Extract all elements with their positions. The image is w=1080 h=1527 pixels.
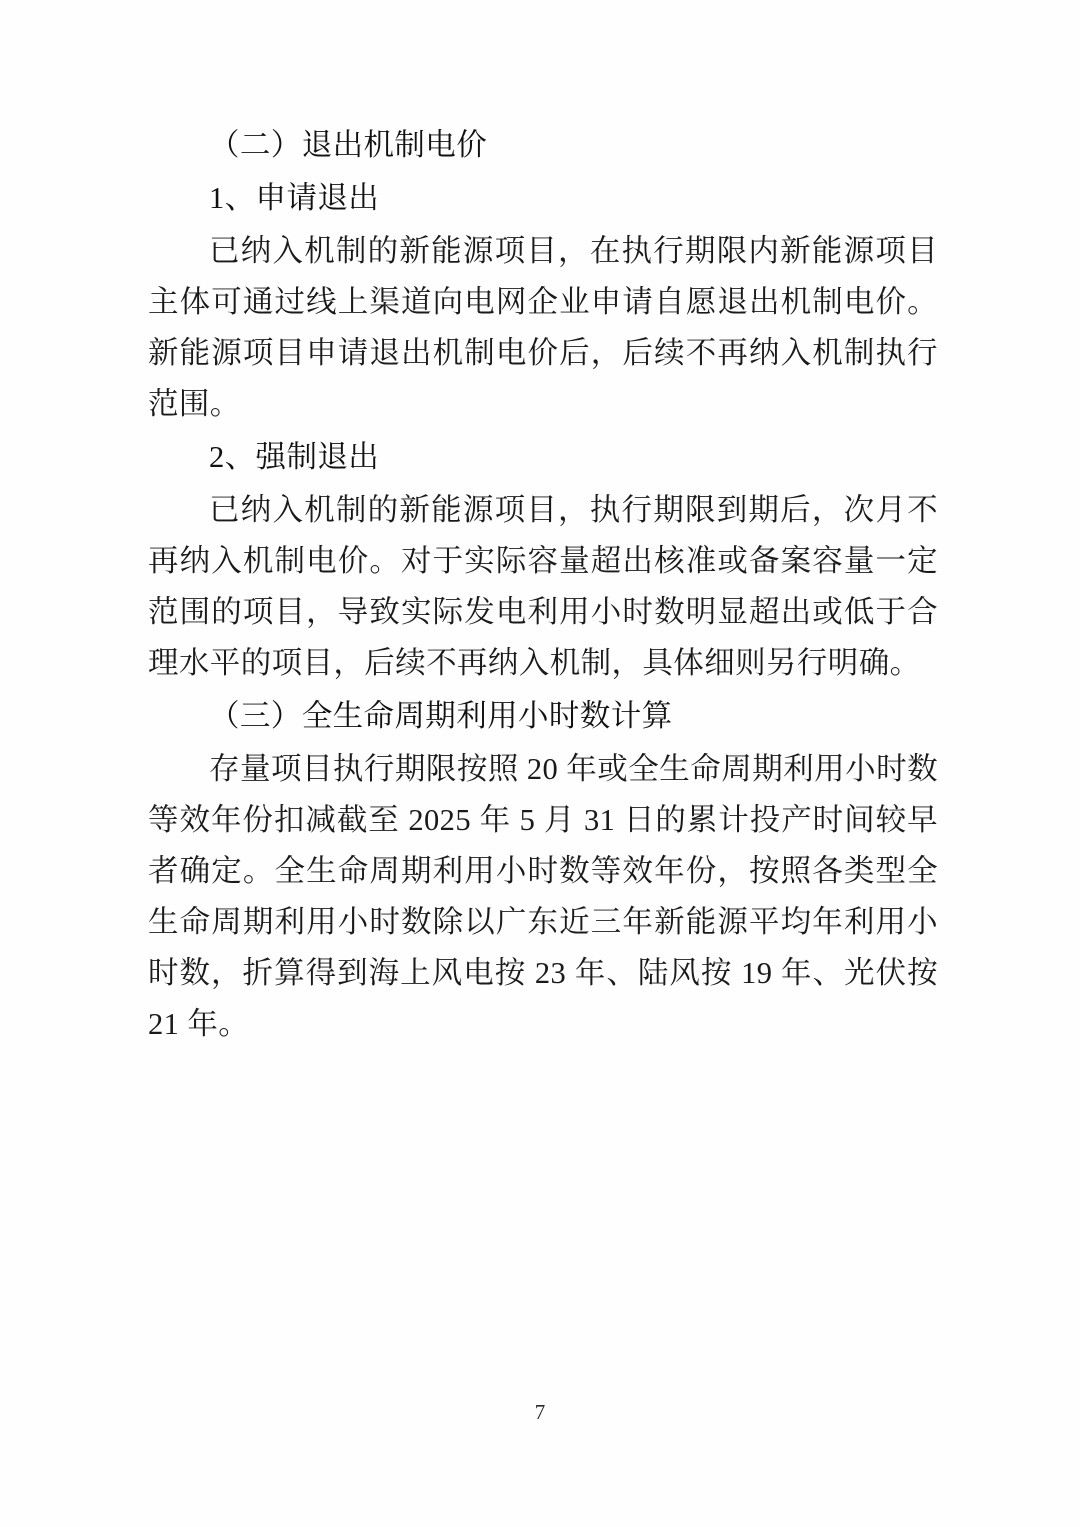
section-heading-exit-mechanism-price: （二）退出机制电价 — [209, 128, 488, 162]
subsection-heading-apply-exit: 1、申请退出 — [209, 181, 380, 215]
paragraph-lifecycle-hours: 存量项目执行期限按照 20 年或全生命周期利用小时数等效年份扣减截至 2025 年 5 月 31 日的累计投产时间较早者确定。全生命周期利用小时数等效年份，按照各类型全生命周期利用小时数除以广东近三年新能源平均年利用小时数，折算得到海上风电按 23 年、陆风按 19 年、光伏按 21 年。 — [148, 752, 938, 1041]
section-heading-lifecycle-hours: （三）全生命周期利用小时数计算 — [209, 699, 673, 733]
page-number: 7 — [534, 1400, 546, 1424]
paragraph-forced-exit: 已纳入机制的新能源项目，执行期限到期后，次月不再纳入机制电价。对于实际容量超出核准或备案容量一定范围的项目，导致实际发电利用小时数明显超出或低于合理水平的项目，后续不再纳入机制，具体细则另行明确。 — [148, 493, 938, 680]
document-body — [148, 120, 938, 1052]
subsection-heading-forced-exit: 2、强制退出 — [209, 440, 380, 474]
paragraph-apply-exit: 已纳入机制的新能源项目，在执行期限内新能源项目主体可通过线上渠道向电网企业申请自愿退出机制电价。新能源项目申请退出机制电价后，后续不再纳入机制执行范围。 — [148, 234, 938, 421]
